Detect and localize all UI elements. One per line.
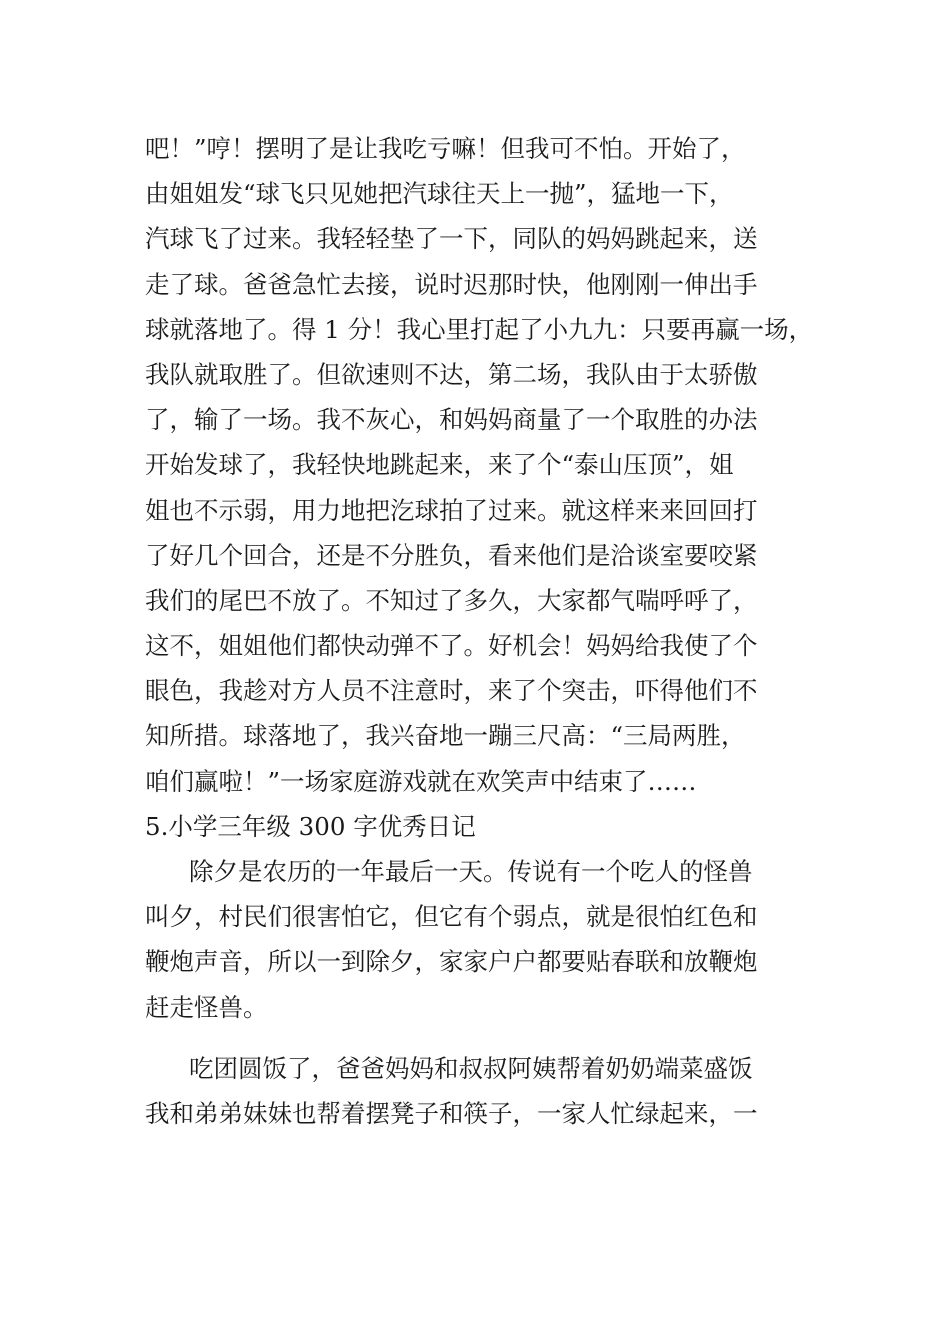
text-line: 眼色，我趁对方人员不注意时，来了个突击，吓得他们不: [145, 676, 758, 706]
document-body: [145, 126, 815, 1136]
text-line: 我和弟弟妹妹也帮着摆凳子和筷子，一家人忙绿起来，一: [145, 1098, 758, 1128]
paragraph-new-year-eve: [145, 849, 815, 1030]
text-line: 了，输了一场。我不灰心，和妈妈商量了一个取胜的办法: [145, 405, 758, 435]
text-line: 知所措。球落地了，我兴奋地一蹦三尺高：“三局两胜，: [145, 721, 746, 751]
text-line: 由姐姐发“球飞只见她把汽球往天上一抛”，猛地一下，: [145, 179, 734, 209]
text-line: 除夕是农历的一年最后一天。传说有一个吃人的怪兽: [189, 857, 753, 886]
paragraph-reunion-dinner: [145, 1046, 815, 1136]
text-line: 吃团圆饭了，爸爸妈妈和叔叔阿姨帮着奶奶端菜盛饭: [189, 1053, 753, 1083]
text-line: 赶走怪兽。: [145, 992, 268, 1022]
text-line: 走了球。爸爸急忙去接，说时迟那时快，他刚刚一伸出手: [145, 269, 758, 299]
text-line: 开始发球了，我轻快地跳起来，来了个“泰山压顶”，姐: [145, 450, 734, 480]
text-line: 球就落地了。得 1 分！我心里打起了小九九：只要再赢一场，: [145, 314, 814, 344]
text-line: 叫夕，村民们很害怕它，但它有个弱点，就是很怕红色和: [145, 902, 758, 932]
text-line: 这不，姐姐他们都快动弹不了。好机会！妈妈给我使了个: [145, 631, 758, 661]
text-line: 吧！”哼！摆明了是让我吃亏嘛！但我可不怕。开始了，: [145, 134, 746, 163]
text-line: 咱们赢啦！”一场家庭游戏就在欢笑声中结束了……: [145, 766, 697, 796]
text-line: 我队就取胜了。但欲速则不达，第二场，我队由于太骄傲: [145, 359, 758, 389]
text-line: 鞭炮声音，所以一到除夕，家家户户都要贴春联和放鞭炮: [145, 947, 758, 977]
text-line: 我们的尾巴不放了。不知过了多久，大家都气喘呼呼了，: [145, 585, 758, 615]
text-line: 了好几个回合，还是不分胜负，看来他们是洽谈室要咬紧: [145, 540, 758, 570]
text-line: 汽球飞了过来。我轻轻垫了一下，同队的妈妈跳起来，送: [145, 224, 758, 254]
text-line: 姐也不示弱，用力地把汔球拍了过来。就这样来来回回打: [145, 495, 758, 525]
paragraph-family-game: [145, 126, 815, 804]
section-heading: 5.小学三年级 300 字优秀日记: [145, 811, 476, 841]
